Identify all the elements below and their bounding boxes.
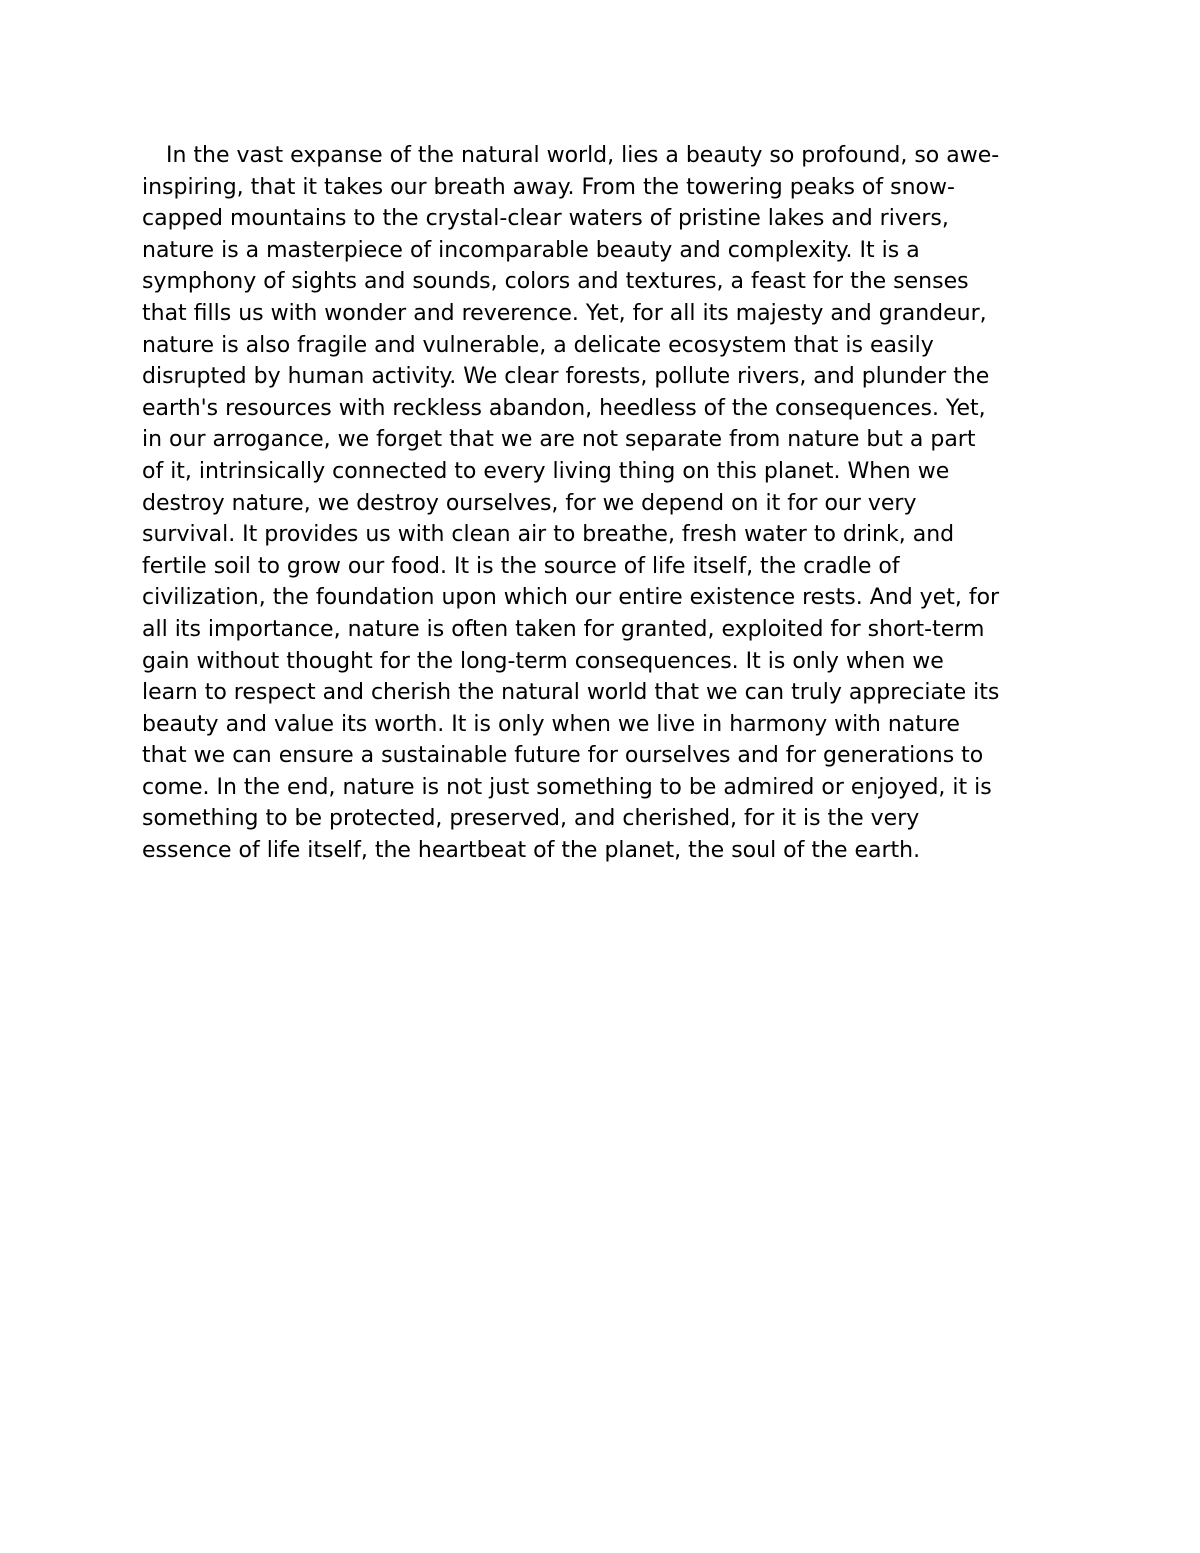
paragraph-line-10: in our arrogance, we forget that we are not separate from nature but a part (142, 427, 976, 453)
paragraph-line-15: civilization, the foundation upon which our entire existence rests. And yet, for (142, 585, 1000, 611)
body-paragraph (142, 140, 1072, 867)
paragraph-line-18: learn to respect and cherish the natural world that we can truly appreciate its (142, 680, 1000, 706)
paragraph-line-14: fertile soil to grow our food. It is the source of life itself, the cradle of (142, 553, 900, 579)
paragraph-line-12: destroy nature, we destroy ourselves, for we depend on it for our very (142, 490, 917, 516)
paragraph-line-5: symphony of sights and sounds, colors and textures, a feast for the senses (142, 269, 969, 295)
paragraph-line-23: essence of life itself, the heartbeat of the planet, the soul of the earth. (142, 838, 921, 864)
paragraph-line-16: all its importance, nature is often taken for granted, exploited for short-term (142, 616, 985, 642)
paragraph-line-11: of it, intrinsically connected to every living thing on this planet. When we (142, 458, 950, 484)
paragraph-line-1 (142, 140, 1072, 172)
paragraph-line-9: earth's resources with reckless abandon, heedless of the consequences. Yet, (142, 395, 986, 421)
paragraph-line-text: In the vast expanse of the natural world, lies a beauty so profound, so awe- (166, 143, 1000, 168)
paragraph-line-21: come. In the end, nature is not just something to be admired or enjoyed, it is (142, 774, 992, 800)
paragraph-line-4: nature is a masterpiece of incomparable beauty and complexity. It is a (142, 237, 920, 263)
paragraph-line-6: that fills us with wonder and reverence. Yet, for all its majesty and grandeur, (142, 300, 987, 326)
paragraph-line-7: nature is also fragile and vulnerable, a delicate ecosystem that is easily (142, 332, 934, 358)
paragraph-line-20: that we can ensure a sustainable future for ourselves and for generations to (142, 743, 984, 769)
paragraph-line-3: capped mountains to the crystal-clear waters of pristine lakes and rivers, (142, 206, 949, 232)
paragraph-line-22: something to be protected, preserved, and cherished, for it is the very (142, 806, 920, 832)
paragraph-line-17: gain without thought for the long-term consequences. It is only when we (142, 648, 944, 674)
paragraph-line-8: disrupted by human activity. We clear forests, pollute rivers, and plunder the (142, 364, 990, 390)
paragraph-line-13: survival. It provides us with clean air to breathe, fresh water to drink, and (142, 522, 955, 548)
paragraph-line-2: inspiring, that it takes our breath away. From the towering peaks of snow- (142, 174, 955, 200)
paragraph-line-19: beauty and value its worth. It is only when we live in harmony with nature (142, 711, 960, 737)
